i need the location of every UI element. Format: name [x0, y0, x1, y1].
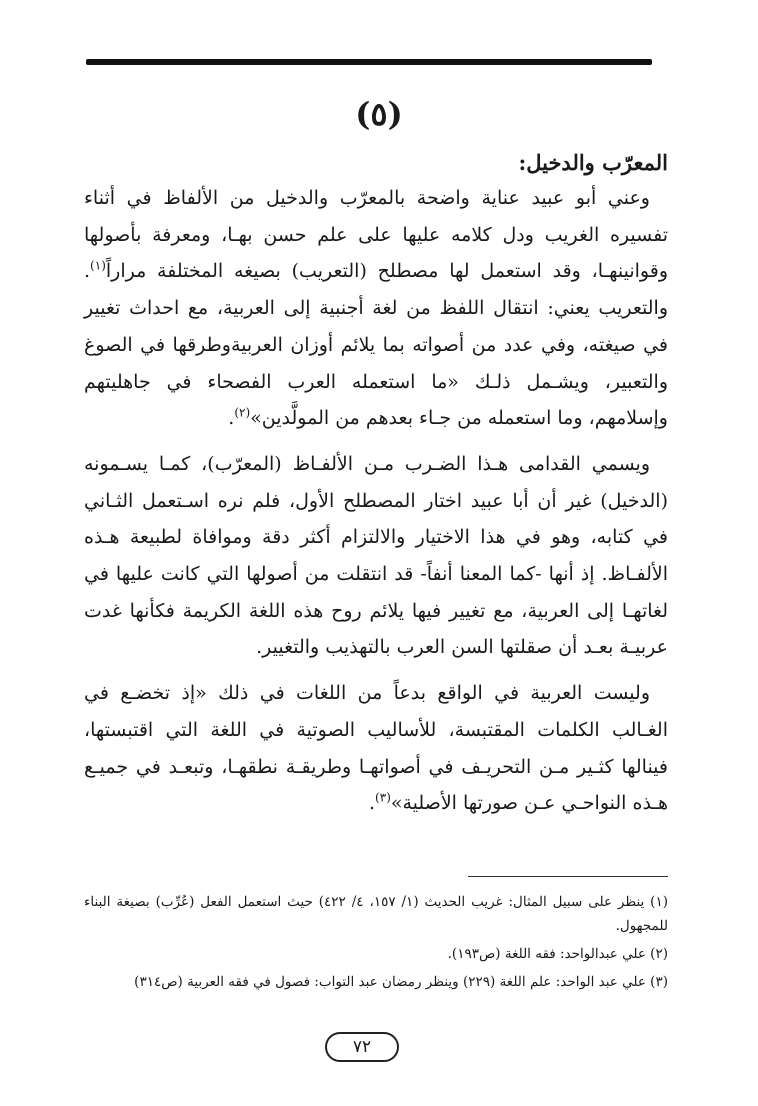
top-rule	[86, 59, 652, 65]
paragraph-1	[84, 180, 668, 437]
footnotes	[84, 890, 668, 998]
footnote-3: (٣) علي عبد الواحد: علم اللغة (٢٢٩) وينظر رمضان عبد التواب: فصول في فقه العربية (ص٣١٤)	[134, 974, 668, 990]
paragraph-1-cont: . والتعريب يعني: انتقال اللفظ من لغة أجنبية إلى العربية، مع احداث تغيير في صيغته، وفي عدد من أصواته بما يلائم أوزان العربيةوطرقها في الصوغ والتعبير، ويشـمل ذلـك «ما استعمله العرب الفصحاء في جاهليتهم وإسلامهم، وما استعمله من جـاء بعدهم من المولَّدين»	[84, 260, 668, 430]
footnote-divider	[468, 876, 668, 877]
footnote-ref-1: (١)	[90, 259, 106, 274]
paragraph-3-end: .	[369, 792, 376, 815]
paragraph-1-text: وعني أبو عبيد عناية واضحة بالمعرّب والدخيل من الألفاظ في أثناء تفسيره الغريب ودل كلامه عليها على علم حسن بهـا، ومعرفة بأصولها وقوانينهـا، وقد استعمل لها مصطلح (التعريب) بصيغه المختلفة مراراً	[84, 187, 668, 283]
footnote-ref-3: (٣)	[375, 790, 391, 805]
page-number: ٧٢	[325, 1032, 399, 1062]
paragraph-1-end: .	[228, 407, 235, 430]
footnote-1: (١) ينظر على سبيل المثال: غريب الحديث (١/ ١٥٧، ٤/ ٤٢٢) حيث استعمل الفعل (عُرِّب) بصيغة البناء للمجهول.	[84, 894, 668, 934]
paragraph-3	[84, 675, 668, 822]
section-number: (٥)	[355, 95, 403, 133]
footnote-2: (٢) علي عبدالواحد: فقه اللغة (ص١٩٣).	[447, 946, 668, 962]
section-heading: المعرّب والدخيل:	[518, 150, 668, 175]
paragraph-3-text: وليست العربية في الواقع بدعاً من اللغات في ذلك «إذ تخضـع في الغـالب الكلمات المقتبسة، للأساليب الصوتية في اللغة التي اقتبستها، فينالها كثـير مـن التحريـف في أصواتهـا وطريقـة نطقهـا، وتبعـد في جميـع هـذه النواحـي عـن صورتها الأصلية»	[84, 682, 668, 815]
footnote-ref-2: (٢)	[234, 405, 251, 420]
body-text	[84, 180, 668, 822]
paragraph-2: ويسمي القدامى هـذا الضـرب مـن الألفـاظ (المعرّب)، كمـا يسـمونه (الدخيل) غير أن أبا عبيد اختار المصطلح الأول، فلم نره اسـتعمل الثـاني في كتابه، وهو في هذا الاختيار والالتزام أكثر دقة وموافاة لطبيعة هـذه الألفـاظ. إذ أنها -كما المعنا أنفاً- قد انتقلت من أصولها التي كانت عليها في لغاتهـا إلى العربية، مع تغيير فيها يلائم روح هذه اللغة الكريمة فكأنها غدت عربيـة بعـد أن صقلتها السن العرب بالتهذيب والتغيير.	[84, 452, 668, 659]
